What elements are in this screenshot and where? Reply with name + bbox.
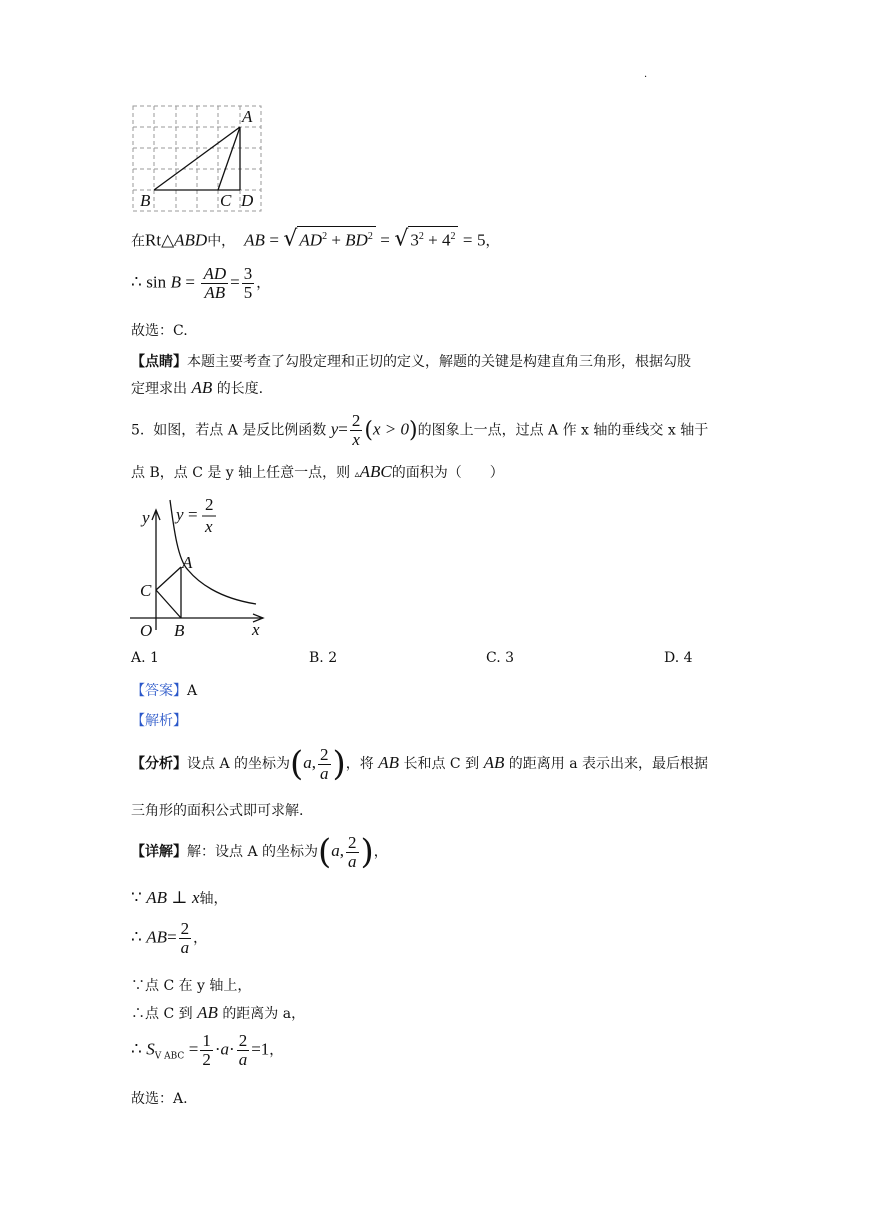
- choose-c: 故选：C.: [131, 323, 188, 339]
- dianjing-line2: 定理求出 AB 的长度.: [131, 378, 264, 397]
- point-c: C: [140, 581, 152, 600]
- func-den: x: [205, 517, 213, 536]
- point-a: A: [182, 553, 193, 572]
- answer: 【答案】A: [131, 683, 198, 699]
- y-axis-label: y: [142, 508, 150, 527]
- sentence-sinb: ∴ sin B = $\frac{AD}{AB}$ = $\frac{3}{5}$ ，: [131, 264, 271, 302]
- label-a: A: [242, 107, 253, 126]
- hyperbola-figure: [128, 490, 278, 642]
- fenxi-line1: 【分析】设点 A 的坐标为(a, $\frac{2}{a}$ )，将 AB 长和点 C 到 AB 的距离用 a 表示出来，最后根据: [131, 744, 709, 784]
- analysis-heading: 【解析】: [131, 713, 187, 729]
- label-b: B: [140, 191, 151, 210]
- choice-c: C. 3: [486, 650, 515, 666]
- choice-b: B. 2: [309, 650, 338, 666]
- step-area: ∴ $S_{V ABC}$ = $\frac{1}{2}$ ·a· $\frac{2}{a}$ =1，: [131, 1031, 284, 1069]
- grid-triangle-figure: [128, 100, 268, 215]
- choice-d: D. 4: [664, 650, 693, 666]
- label-d: D: [241, 191, 254, 210]
- question-5-line1: 5. 如图，若点 A 是反比例函数 y= $\frac{2}{x}$ (x > 0)的图象上一点，过点 A 作 x 轴的垂线交 x 轴于: [131, 411, 709, 449]
- step-c-on-axis: ∵点 C 在 y 轴上，: [131, 978, 252, 994]
- xiangjie-line: 【详解】解：设点 A 的坐标为(a, $\frac{2}{a}$ )，: [131, 832, 388, 872]
- choice-a: A. 1: [131, 650, 159, 666]
- fenxi-line2: 三角形的面积公式即可求解.: [131, 803, 304, 819]
- step-ab-length: ∴ AB= $\frac{2}{a}$ ，: [131, 919, 208, 957]
- point-b: B: [174, 621, 185, 640]
- sentence-pythagoras: 在Rt△ABD中， AB = √ $AD^2 + BD^2$ = √ $3^2 + 4^2 = 5$，: [131, 226, 500, 252]
- func-y: y: [176, 505, 184, 524]
- top-dot: ·: [644, 72, 648, 83]
- final-choice: 故选：A.: [131, 1091, 188, 1107]
- label-c: C: [220, 191, 232, 210]
- func-num: 2: [205, 495, 214, 514]
- step-distance: ∴点 C 到 AB 的距离为 a，: [131, 1003, 306, 1022]
- point-o: O: [140, 621, 153, 640]
- step-perpendicular: ∵ AB ⊥ x轴，: [131, 888, 228, 907]
- x-axis-label: x: [252, 620, 260, 639]
- dianjing-line1: 【点睛】本题主要考查了勾股定理和正切的定义，解题的关键是构建直角三角形，根据勾股: [131, 354, 691, 370]
- func-eq: =: [188, 505, 198, 524]
- question-5-line2: 点 B，点 C 是 y 轴上任意一点，则 ▵ABC的面积为（ ）: [131, 462, 504, 481]
